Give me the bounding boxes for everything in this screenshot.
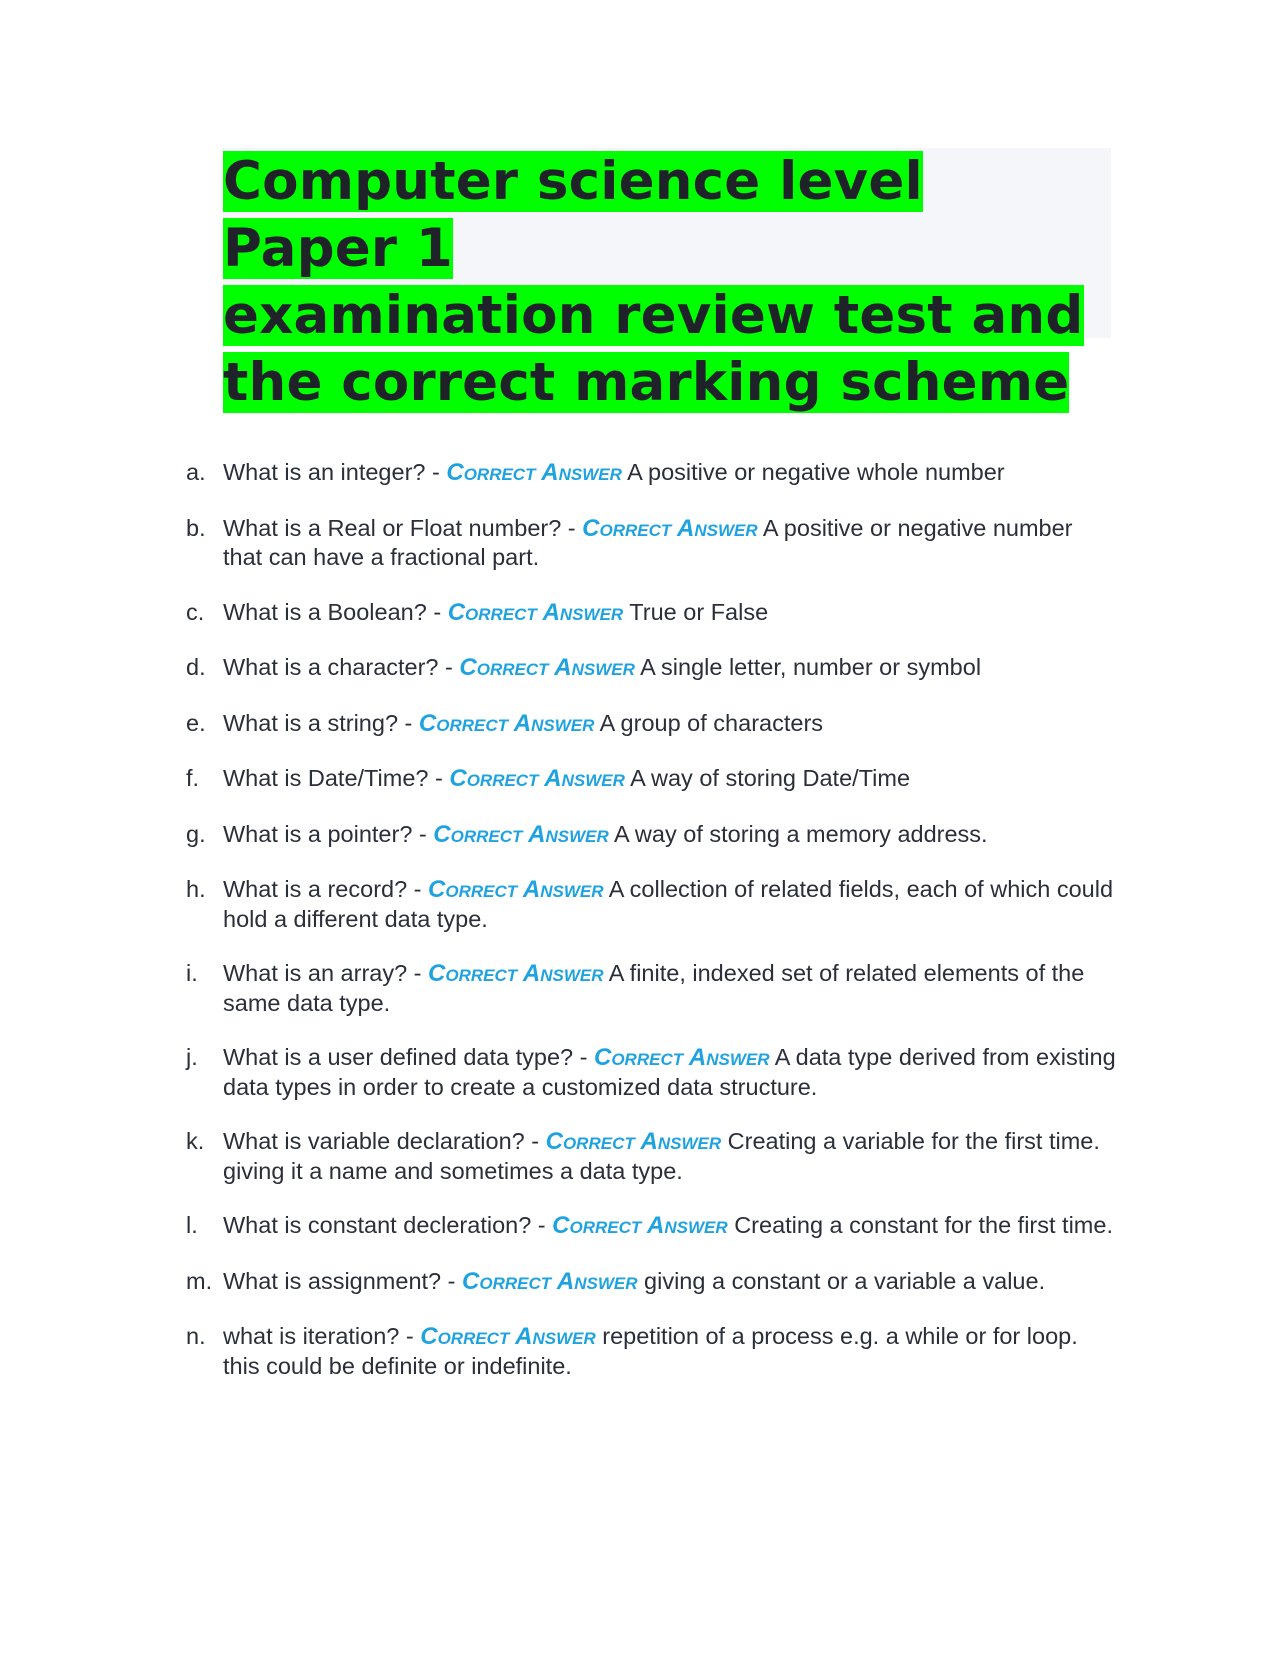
qa-list-item xyxy=(186,1267,1116,1297)
answer-text: A positive or negative number that can have a fractional part. xyxy=(223,514,1073,570)
correct-answer-label: Correct Answer xyxy=(420,1323,596,1350)
question-text: What is Date/Time? - xyxy=(223,765,450,791)
title-line: examination review test and xyxy=(223,285,1084,346)
correct-answer-label: Correct Answer xyxy=(449,765,625,792)
item-marker: f. xyxy=(186,765,200,791)
qa-list-item xyxy=(186,653,1116,683)
item-marker: b. xyxy=(186,514,206,541)
qa-list-item xyxy=(186,1322,1116,1380)
answer-text: A data type derived from existing data types in order to create a customized data structure. xyxy=(223,1044,1116,1100)
item-marker: k. xyxy=(186,1128,205,1154)
qa-list-item xyxy=(186,764,1116,794)
qa-list-item xyxy=(186,1043,1116,1101)
answer-text: A way of storing Date/Time xyxy=(624,765,911,791)
correct-answer-label: Correct Answer xyxy=(433,820,609,848)
title-line: Computer science level Paper 1 xyxy=(223,151,923,279)
qa-list-item xyxy=(186,598,1116,628)
question-text: What is a record? - xyxy=(223,876,429,902)
question-text: What is a pointer? - xyxy=(223,820,434,847)
item-marker: l. xyxy=(186,1212,198,1238)
item-marker: h. xyxy=(186,876,206,902)
correct-answer-label: Correct Answer xyxy=(552,1212,728,1239)
correct-answer-label: Correct Answer xyxy=(446,459,622,486)
question-text: What is variable declaration? - xyxy=(223,1128,546,1154)
qa-list-item xyxy=(186,820,1116,850)
question-text: What is a string? - xyxy=(223,709,419,736)
qa-list-item xyxy=(186,709,1116,739)
question-text: What is a character? - xyxy=(223,654,460,680)
question-text: what is iteration? - xyxy=(223,1323,421,1349)
title-line: the correct marking scheme xyxy=(223,352,1070,413)
item-marker: j. xyxy=(186,1044,198,1070)
item-marker: e. xyxy=(186,709,206,736)
answer-text: True or False xyxy=(623,598,769,625)
qa-list-item xyxy=(186,875,1116,933)
answer-text: A collection of related fields, each of which could hold a different data type. xyxy=(223,876,1114,932)
qa-list-item xyxy=(186,1127,1116,1185)
correct-answer-label: Correct Answer xyxy=(428,960,604,987)
answer-text: A single letter, number or symbol xyxy=(634,654,982,680)
document-title xyxy=(223,148,1111,416)
answer-text: A way of storing a memory address. xyxy=(608,820,988,847)
question-text: What is assignment? - xyxy=(223,1267,463,1294)
qa-list-item xyxy=(186,514,1116,572)
question-text: What is a Boolean? - xyxy=(223,598,448,625)
question-text: What is constant decleration? - xyxy=(223,1212,553,1238)
correct-answer-label: Correct Answer xyxy=(594,1044,770,1071)
correct-answer-label: Correct Answer xyxy=(428,876,604,903)
question-text: What is a Real or Float number? - xyxy=(223,514,583,541)
correct-answer-label: Correct Answer xyxy=(447,598,624,626)
item-marker: n. xyxy=(186,1323,206,1349)
correct-answer-label: Correct Answer xyxy=(462,1267,638,1295)
item-marker: i. xyxy=(186,960,198,986)
item-marker: c. xyxy=(186,598,205,625)
qa-list xyxy=(186,458,1116,1380)
correct-answer-label: Correct Answer xyxy=(545,1128,722,1155)
item-marker: a. xyxy=(186,459,206,485)
answer-text: Creating a variable for the first time. giving it a name and sometimes a data type. xyxy=(223,1128,1100,1184)
correct-answer-label: Correct Answer xyxy=(459,654,635,681)
qa-list-item xyxy=(186,1211,1116,1241)
title-block xyxy=(223,148,1111,413)
answer-text: repetition of a process e.g. a while or for loop. this could be definite or indefinite. xyxy=(223,1323,1078,1379)
answer-text: A positive or negative whole number xyxy=(621,459,1005,485)
correct-answer-label: Correct Answer xyxy=(418,709,595,737)
item-marker: g. xyxy=(186,820,206,847)
question-text: What is an integer? - xyxy=(223,459,447,485)
answer-text: A finite, indexed set of related elements of the same data type. xyxy=(223,960,1085,1016)
answer-text: giving a constant or a variable a value. xyxy=(637,1267,1046,1294)
correct-answer-label: Correct Answer xyxy=(582,514,758,542)
qa-list-item xyxy=(186,458,1116,488)
answer-text: Creating a constant for the first time. xyxy=(727,1212,1113,1238)
item-marker: d. xyxy=(186,654,206,680)
question-text: What is an array? - xyxy=(223,960,429,986)
question-text: What is a user defined data type? - xyxy=(223,1044,594,1070)
qa-list-item xyxy=(186,959,1116,1017)
answer-text: A group of characters xyxy=(594,709,824,736)
item-marker: m. xyxy=(186,1267,213,1294)
